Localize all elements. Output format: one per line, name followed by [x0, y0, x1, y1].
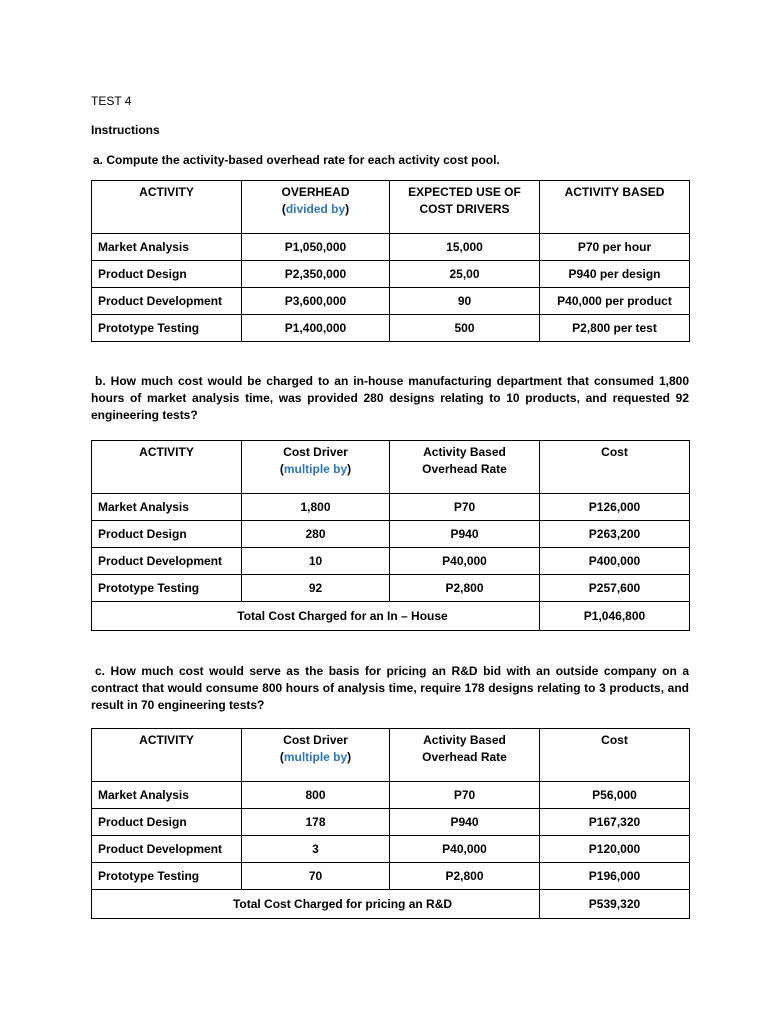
header-driver-note-close: )	[347, 462, 352, 476]
header-cost: Cost	[540, 729, 690, 782]
cell-activity: Product Design	[92, 809, 242, 836]
header-overhead-label: OVERHEAD	[281, 185, 350, 199]
cell-driver: 3	[242, 836, 390, 863]
cell-cost: P126,000	[540, 494, 690, 521]
header-activity: ACTIVITY	[92, 181, 242, 234]
table-row	[92, 575, 690, 602]
cell-cost: P257,600	[540, 575, 690, 602]
table-row	[92, 234, 690, 261]
cell-cost: P263,200	[540, 521, 690, 548]
cell-cost: P196,000	[540, 863, 690, 890]
header-driver-note-open: (	[279, 750, 284, 764]
cell-driver: 70	[242, 863, 390, 890]
table-row	[92, 494, 690, 521]
cell-driver: 280	[242, 521, 390, 548]
table-row	[92, 315, 690, 342]
header-activity: ACTIVITY	[92, 729, 242, 782]
cell-activity: Prototype Testing	[92, 315, 242, 342]
cell-drivers: 500	[390, 315, 540, 342]
table-header-row	[92, 729, 690, 782]
question-b: b. How much cost would be charged to an in-house manufacturing department that consumed 1,800 hours of market analysis time, was provided 280 designs relating to 10 products, and requested 92 engineering tests?	[91, 374, 689, 422]
total-value: P1,046,800	[540, 602, 690, 631]
header-cost: Cost	[540, 441, 690, 494]
cell-overhead: P2,350,000	[242, 261, 390, 288]
header-overhead	[242, 181, 390, 234]
cell-overhead: P1,400,000	[242, 315, 390, 342]
header-rate-line1: Activity Based	[423, 445, 506, 459]
header-driver-note-close: )	[347, 750, 352, 764]
table-header-row	[92, 181, 690, 234]
cell-activity: Market Analysis	[92, 234, 242, 261]
cell-activity: Product Development	[92, 548, 242, 575]
cell-overhead: P3,600,000	[242, 288, 390, 315]
total-value: P539,320	[540, 890, 690, 919]
cell-rate: P2,800	[390, 863, 540, 890]
total-row	[92, 890, 690, 919]
cell-rate: P2,800	[390, 575, 540, 602]
cell-cost: P56,000	[540, 782, 690, 809]
header-rate-line2: Overhead Rate	[422, 750, 507, 764]
cell-cost: P400,000	[540, 548, 690, 575]
header-overhead-note-open: (	[281, 202, 286, 216]
cell-driver: 92	[242, 575, 390, 602]
table-row	[92, 521, 690, 548]
overhead-rate-table	[91, 180, 690, 342]
cell-rate: P940 per design	[540, 261, 690, 288]
header-drivers: EXPECTED USE OF COST DRIVERS	[390, 181, 540, 234]
header-overhead-note-close: )	[345, 202, 350, 216]
total-label: Total Cost Charged for pricing an R&D	[92, 890, 540, 919]
cell-cost: P167,320	[540, 809, 690, 836]
header-cost-driver	[242, 441, 390, 494]
header-activity-based: ACTIVITY BASED	[540, 181, 690, 234]
cell-rate: P40,000	[390, 548, 540, 575]
table-row	[92, 809, 690, 836]
table-row	[92, 548, 690, 575]
cell-cost: P120,000	[540, 836, 690, 863]
cell-drivers: 90	[390, 288, 540, 315]
question-a: a. Compute the activity-based overhead rate for each activity cost pool.	[93, 153, 500, 167]
header-rate-line2: Overhead Rate	[422, 462, 507, 476]
total-label: Total Cost Charged for an In – House	[92, 602, 540, 631]
header-overhead-rate	[390, 729, 540, 782]
cell-rate: P70 per hour	[540, 234, 690, 261]
header-cost-driver-label: Cost Driver	[283, 733, 348, 747]
cell-drivers: 25,00	[390, 261, 540, 288]
header-overhead-note: divided by	[285, 202, 346, 216]
header-rate-line1: Activity Based	[423, 733, 506, 747]
cell-rate: P40,000	[390, 836, 540, 863]
cell-rate: P2,800 per test	[540, 315, 690, 342]
cell-rate: P70	[390, 782, 540, 809]
cell-rate: P70	[390, 494, 540, 521]
table-header-row	[92, 441, 690, 494]
cell-driver: 10	[242, 548, 390, 575]
cell-activity: Product Design	[92, 261, 242, 288]
question-c: c. How much cost would serve as the basis for pricing an R&D bid with an outside company on a contract that would consume 800 hours of analysis time, require 178 designs relating to 3 products, and result in 70 engineering tests?	[91, 664, 689, 712]
document-title: TEST 4	[91, 94, 132, 108]
cell-activity: Market Analysis	[92, 782, 242, 809]
cell-rate: P940	[390, 521, 540, 548]
cell-rate: P40,000 per product	[540, 288, 690, 315]
cell-driver: 178	[242, 809, 390, 836]
cell-activity: Prototype Testing	[92, 863, 242, 890]
cell-driver: 1,800	[242, 494, 390, 521]
cell-activity: Product Design	[92, 521, 242, 548]
cell-activity: Product Development	[92, 836, 242, 863]
cell-activity: Prototype Testing	[92, 575, 242, 602]
header-overhead-rate	[390, 441, 540, 494]
cell-rate: P940	[390, 809, 540, 836]
cell-driver: 800	[242, 782, 390, 809]
header-driver-note: multiple by	[283, 750, 348, 764]
cell-drivers: 15,000	[390, 234, 540, 261]
table-row	[92, 261, 690, 288]
total-row	[92, 602, 690, 631]
header-cost-driver-label: Cost Driver	[283, 445, 348, 459]
cell-activity: Product Development	[92, 288, 242, 315]
cell-overhead: P1,050,000	[242, 234, 390, 261]
header-driver-note: multiple by	[283, 462, 348, 476]
header-driver-note-open: (	[279, 462, 284, 476]
in-house-cost-table	[91, 440, 690, 631]
cell-activity: Market Analysis	[92, 494, 242, 521]
rnd-bid-cost-table	[91, 728, 690, 919]
table-row	[92, 288, 690, 315]
instructions-heading: Instructions	[91, 123, 160, 137]
table-row	[92, 863, 690, 890]
header-activity: ACTIVITY	[92, 441, 242, 494]
table-row	[92, 836, 690, 863]
header-cost-driver	[242, 729, 390, 782]
table-row	[92, 782, 690, 809]
